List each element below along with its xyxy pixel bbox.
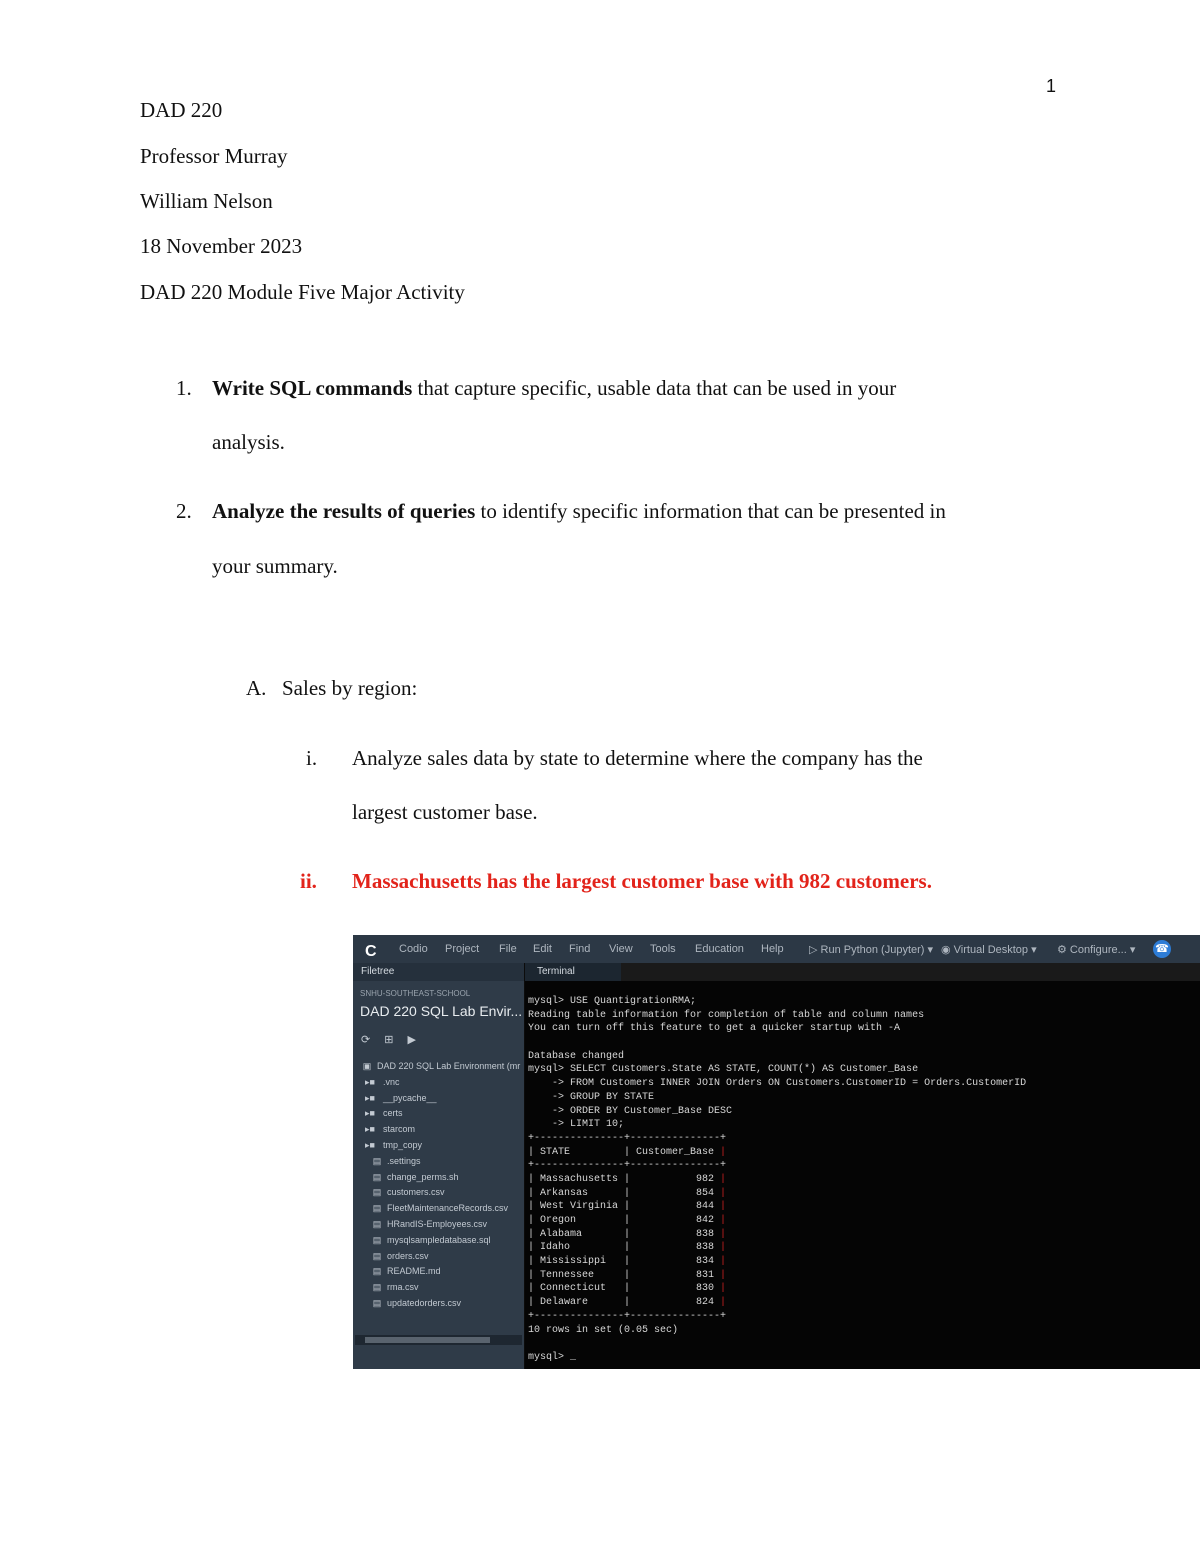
terminal-line: You can turn off this feature to get a quicker startup with -A — [528, 1023, 901, 1035]
terminal-line: -> ORDER BY Customer_Base DESC — [528, 1105, 733, 1117]
tree-item-label: updatedorders.csv — [387, 1298, 462, 1308]
tree-item-label: README.md — [387, 1266, 441, 1277]
task-bold: Write SQL commands — [212, 376, 413, 400]
filetree-scrollbar[interactable] — [355, 1335, 522, 1345]
task-line — [212, 376, 896, 401]
file-icon: ▤ — [372, 1234, 382, 1245]
file-item[interactable] — [371, 1282, 419, 1293]
phone-icon[interactable]: ☎ — [1153, 940, 1171, 958]
menu-education[interactable]: Education — [695, 943, 744, 955]
file-icon: ▤ — [372, 1250, 382, 1261]
file-icon: ▤ — [372, 1219, 382, 1229]
file-item[interactable] — [371, 1251, 429, 1262]
filetree-tab[interactable] — [353, 963, 524, 981]
table-divider: | — [720, 1215, 727, 1226]
file-item[interactable] — [371, 1156, 421, 1167]
table-row: | Idaho | 838 | — [528, 1242, 727, 1254]
mysql-prompt: mysql> _ — [528, 1351, 577, 1363]
table-row: | Delaware | 824 | — [528, 1297, 727, 1309]
tree-item-label: starcom — [383, 1124, 416, 1135]
answer-number: ii. — [300, 869, 317, 893]
student-name: William Nelson — [140, 189, 273, 213]
terminal-line — [528, 1337, 1026, 1351]
file-icon: ▤ — [372, 1171, 382, 1182]
configure-label: Configure... — [1069, 944, 1127, 956]
terminal-line: Reading table information for completion of table and column names — [528, 1009, 925, 1021]
gear-icon: ⚙ — [1057, 944, 1070, 956]
terminal-panel — [525, 963, 1200, 1369]
task-text: to identify specific information that can be presented in — [475, 499, 946, 523]
tree-item-label: FleetMaintenanceRecords.csv — [387, 1203, 509, 1214]
table-row: | Massachusetts | 982 | — [528, 1173, 727, 1185]
folder-item[interactable] — [361, 1124, 415, 1135]
menu-project[interactable]: Project — [445, 943, 480, 955]
menu-view[interactable]: View — [609, 943, 633, 955]
task-continuation: analysis. — [212, 430, 285, 454]
folder-icon: ▸■ — [365, 1124, 375, 1135]
filetree-tab-label: Filetree — [361, 966, 395, 977]
menu-file[interactable]: File — [499, 943, 517, 955]
section-letter: A. — [246, 676, 267, 700]
menu-codio[interactable]: Codio — [399, 943, 428, 955]
codio-menubar — [353, 935, 1200, 963]
tree-item-label: certs — [383, 1108, 403, 1119]
query-footer: 10 rows in set (0.05 sec) — [528, 1324, 679, 1336]
codio-logo-icon: C — [365, 943, 377, 960]
folder-item[interactable] — [361, 1140, 422, 1151]
table-border: +---------------+---------------+ — [528, 1160, 727, 1172]
table-row: | Arkansas | 854 | — [528, 1187, 727, 1199]
file-item[interactable] — [371, 1266, 441, 1277]
folder-icon: ▸■ — [365, 1092, 375, 1103]
project-title: DAD 220 SQL Lab Envir... — [360, 1003, 523, 1019]
desktop-icon: ◉ — [941, 944, 954, 956]
tree-item-label: change_perms.sh — [387, 1171, 459, 1182]
course-name: DAD 220 — [140, 98, 223, 122]
table-row: | Tennessee | 831 | — [528, 1269, 727, 1281]
folder-item[interactable] — [361, 1093, 437, 1104]
tree-item-label: mysqlsampledatabase.sql — [387, 1234, 491, 1245]
table-row: | Alabama | 838 | — [528, 1228, 727, 1240]
table-divider: | — [720, 1256, 727, 1268]
terminal-line: mysql> USE QuantigrationRMA; — [528, 996, 697, 1007]
file-icon: ▤ — [372, 1298, 382, 1308]
menu-tools[interactable]: Tools — [650, 943, 676, 955]
menu-edit[interactable]: Edit — [533, 943, 552, 955]
professor-name: Professor Murray — [140, 144, 288, 168]
table-border: +---------------+---------------+ — [528, 1310, 727, 1322]
terminal-tab-label: Terminal — [537, 966, 575, 977]
page-number: 1 — [1046, 76, 1057, 96]
terminal-line: -> GROUP BY STATE — [528, 1091, 655, 1103]
filetree-toolbar — [361, 1033, 430, 1046]
terminal-tab[interactable] — [525, 963, 621, 981]
task-text: that capture specific, usable data that can be used in your — [412, 376, 897, 400]
file-icon: ▤ — [372, 1155, 382, 1166]
table-divider: | — [720, 1228, 727, 1240]
folder-icon: ▸■ — [365, 1140, 375, 1150]
lock-icon: ▣ — [362, 1061, 372, 1071]
refresh-icon[interactable]: ⟳ — [361, 1034, 371, 1046]
table-row: | Oregon | 842 | — [528, 1215, 727, 1226]
file-item[interactable] — [371, 1298, 461, 1309]
tree-item-label: rma.csv — [387, 1282, 419, 1293]
folder-item[interactable] — [361, 1077, 400, 1088]
table-divider: | — [720, 1173, 727, 1185]
folder-item[interactable] — [361, 1108, 403, 1119]
tree-item-label: HRandIS-Employees.csv — [387, 1219, 488, 1229]
file-item[interactable] — [371, 1172, 459, 1183]
tree-item-label: .settings — [387, 1155, 421, 1166]
document-title: DAD 220 Module Five Major Activity — [140, 280, 465, 304]
play-icon[interactable]: ▶ — [407, 1034, 416, 1046]
terminal-line: -> FROM Customers INNER JOIN Orders ON Customers.CustomerID = Orders.CustomerID — [528, 1078, 1027, 1090]
table-divider: | — [720, 1201, 727, 1213]
section-heading: Sales by region: — [282, 676, 418, 700]
subitem-continuation: largest customer base. — [352, 800, 538, 824]
file-icon: ▤ — [372, 1203, 382, 1214]
project-organization: SNHU-SOUTHEAST-SCHOOL — [360, 989, 471, 998]
file-item[interactable] — [371, 1203, 508, 1214]
table-divider: | — [720, 1187, 727, 1199]
file-item[interactable] — [371, 1219, 487, 1230]
terminal-tab-bar — [621, 963, 1200, 981]
codio-screenshot — [353, 935, 1200, 1369]
tree-item-label: __pycache__ — [383, 1092, 437, 1103]
tree-item-label: .vnc — [383, 1076, 400, 1087]
table-row: | West Virginia | 844 | — [528, 1201, 727, 1213]
table-divider: | — [720, 1297, 727, 1309]
table-row: | Connecticut | 830 | — [528, 1283, 727, 1295]
collapse-icon[interactable]: ⊞ — [384, 1034, 394, 1046]
terminal-line: Database changed — [528, 1050, 625, 1062]
table-row: | Mississippi | 834 | — [528, 1256, 727, 1268]
folder-icon: ▸■ — [365, 1108, 375, 1119]
task-number: 2. — [176, 499, 192, 523]
table-divider: | — [720, 1242, 727, 1254]
menu-find[interactable]: Find — [569, 943, 591, 955]
subitem-text: Analyze sales data by state to determine where the company has the — [352, 746, 923, 770]
date: 18 November 2023 — [140, 234, 303, 258]
task-bold: Analyze the results of queries — [212, 499, 476, 523]
terminal-line: mysql> SELECT Customers.State AS STATE, COUNT(*) AS Customer_Base — [528, 1064, 919, 1076]
virtual-desktop-label: Virtual Desktop — [953, 944, 1029, 956]
play-icon: ▷ — [809, 944, 821, 956]
file-icon: ▤ — [372, 1187, 382, 1198]
task-number: 1. — [176, 376, 192, 400]
table-divider: | — [720, 1269, 727, 1281]
table-divider: | — [720, 1283, 727, 1295]
terminal-output — [528, 995, 1026, 1365]
table-divider: | — [720, 1146, 727, 1158]
tree-item-label: customers.csv — [387, 1187, 445, 1198]
file-item[interactable] — [371, 1235, 491, 1246]
filetree-panel — [353, 963, 524, 1369]
configure-button[interactable]: ⚙ Configure... ▾ — [1057, 944, 1136, 956]
file-item[interactable] — [361, 1061, 520, 1072]
virtual-desktop-button[interactable]: ◉ Virtual Desktop ▾ — [941, 944, 1037, 956]
table-border: +---------------+---------------+ — [528, 1132, 727, 1144]
table-header: | STATE | Customer_Base | — [528, 1146, 727, 1158]
tree-item-label: tmp_copy — [383, 1140, 423, 1150]
run-python-label: Run Python (Jupyter) — [820, 944, 925, 956]
task-line — [212, 499, 946, 524]
terminal-line — [528, 1036, 1026, 1050]
answer-text: Massachusetts has the largest customer base with 982 customers. — [352, 869, 932, 893]
folder-icon: ▸■ — [365, 1076, 375, 1087]
file-item[interactable] — [371, 1187, 445, 1198]
menu-help[interactable]: Help — [761, 943, 784, 955]
scrollbar-thumb[interactable] — [365, 1337, 490, 1343]
run-python-button[interactable]: ▷ Run Python (Jupyter) ▾ — [809, 944, 934, 956]
file-icon: ▤ — [372, 1266, 382, 1277]
task-continuation: your summary. — [212, 554, 338, 578]
tree-item-label: DAD 220 SQL Lab Environment (mr — [377, 1061, 521, 1071]
subitem-number: i. — [306, 746, 318, 770]
file-icon: ▤ — [372, 1282, 382, 1293]
tree-item-label: orders.csv — [387, 1250, 429, 1261]
terminal-line: -> LIMIT 10; — [528, 1119, 625, 1131]
